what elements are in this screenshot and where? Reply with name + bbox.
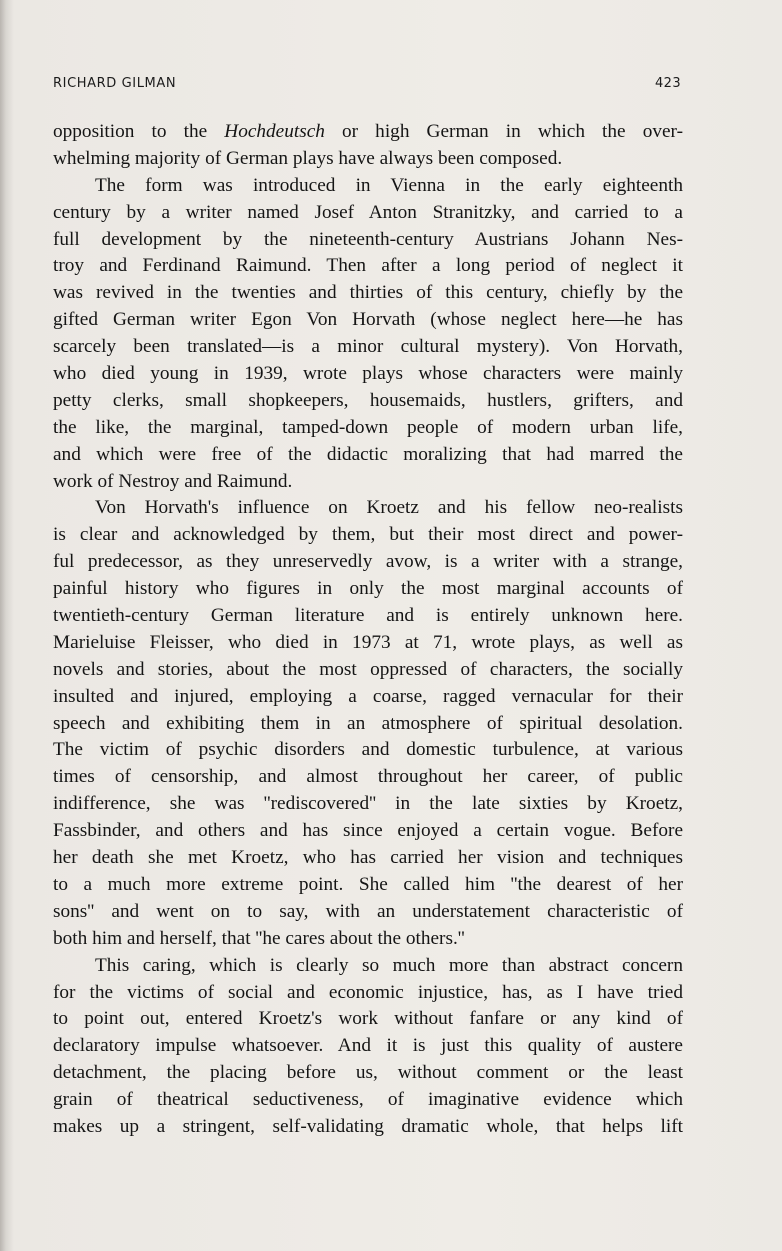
text-line: full development by the nineteenth-century Austrians Johann Nes-	[53, 228, 683, 250]
text-line: grain of theatrical seductiveness, of imaginative evidence which	[53, 1089, 683, 1111]
text-line: and which were free of the didactic moralizing that had marred the	[53, 443, 683, 465]
text-line: was revived in the twenties and thirties of this century, chiefly by the	[53, 282, 683, 304]
text-line: both him and herself, that ''he cares about the others.''	[53, 927, 465, 949]
text-line: gifted German writer Egon Von Horvath (whose neglect here—he has	[53, 309, 683, 331]
text-line: detachment, the placing before us, without comment or the least	[53, 1062, 683, 1084]
text-line: makes up a stringent, self-validating dramatic whole, that helps lift	[53, 1115, 683, 1137]
text-line: Von Horvath's influence on Kroetz and his fellow neo-realists	[95, 497, 683, 519]
text-line: speech and exhibiting them in an atmosphere of spiritual desolation.	[53, 712, 683, 734]
paragraph	[53, 173, 683, 496]
italic-term: Hochdeutsch	[224, 121, 325, 142]
text-line: novels and stories, about the most oppressed of characters, the socially	[53, 658, 683, 680]
page-number: 423	[654, 76, 681, 91]
page-header	[53, 76, 681, 96]
paragraph	[53, 495, 683, 952]
text-line: is clear and acknowledged by them, but their most direct and power-	[53, 524, 683, 546]
text-line: indifference, she was ''rediscovered'' in the late sixties by Kroetz,	[53, 793, 683, 815]
text-line: The victim of psychic disorders and domestic turbulence, at various	[53, 739, 683, 761]
body-text	[53, 119, 683, 1141]
text-line: the like, the marginal, tamped-down people of modern urban life,	[53, 416, 683, 438]
text-line: work of Nestroy and Raimund.	[53, 470, 293, 492]
text-line: to point out, entered Kroetz's work without fanfare or any kind of	[53, 1008, 683, 1030]
running-head: RICHARD GILMAN	[53, 76, 177, 91]
text-line: ful predecessor, as they unreservedly avow, is a writer with a strange,	[53, 551, 683, 573]
paragraph	[53, 953, 683, 1141]
text-line: times of censorship, and almost throughout her career, of public	[53, 766, 683, 788]
text-line: whelming majority of German plays have always been composed.	[53, 147, 563, 169]
text-line: The form was introduced in Vienna in the early eighteenth	[95, 174, 683, 196]
text-line: twentieth-century German literature and is entirely unknown here.	[53, 605, 683, 627]
text-line: to a much more extreme point. She called him ''the dearest of her	[53, 873, 683, 895]
paragraph	[53, 119, 683, 173]
text-line: opposition to the Hochdeutsch or high German in which the over-	[53, 121, 683, 142]
text-line: who died young in 1939, wrote plays whose characters were mainly	[53, 363, 683, 385]
text-line: petty clerks, small shopkeepers, housemaids, hustlers, grifters, and	[53, 389, 683, 411]
text-line: century by a writer named Josef Anton Stranitzky, and carried to a	[53, 201, 683, 223]
text-line: declaratory impulse whatsoever. And it is just this quality of austere	[53, 1035, 683, 1057]
text-line: for the victims of social and economic injustice, has, as I have tried	[53, 981, 683, 1003]
text-line: Marieluise Fleisser, who died in 1973 at 71, wrote plays, as well as	[53, 631, 683, 653]
text-line: insulted and injured, employing a coarse, ragged vernacular for their	[53, 685, 683, 707]
text-line: sons'' and went on to say, with an understatement characteristic of	[53, 900, 683, 922]
text-line: This caring, which is clearly so much more than abstract concern	[95, 954, 683, 976]
text-line: painful history who figures in only the most marginal accounts of	[53, 578, 683, 600]
text-line: her death she met Kroetz, who has carried her vision and techniques	[53, 847, 683, 869]
text-line: troy and Ferdinand Raimund. Then after a long period of neglect it	[53, 255, 683, 277]
text-line: scarcely been translated—is a minor cultural mystery). Von Horvath,	[53, 336, 683, 358]
text-line: Fassbinder, and others and has since enjoyed a certain vogue. Before	[53, 820, 683, 842]
